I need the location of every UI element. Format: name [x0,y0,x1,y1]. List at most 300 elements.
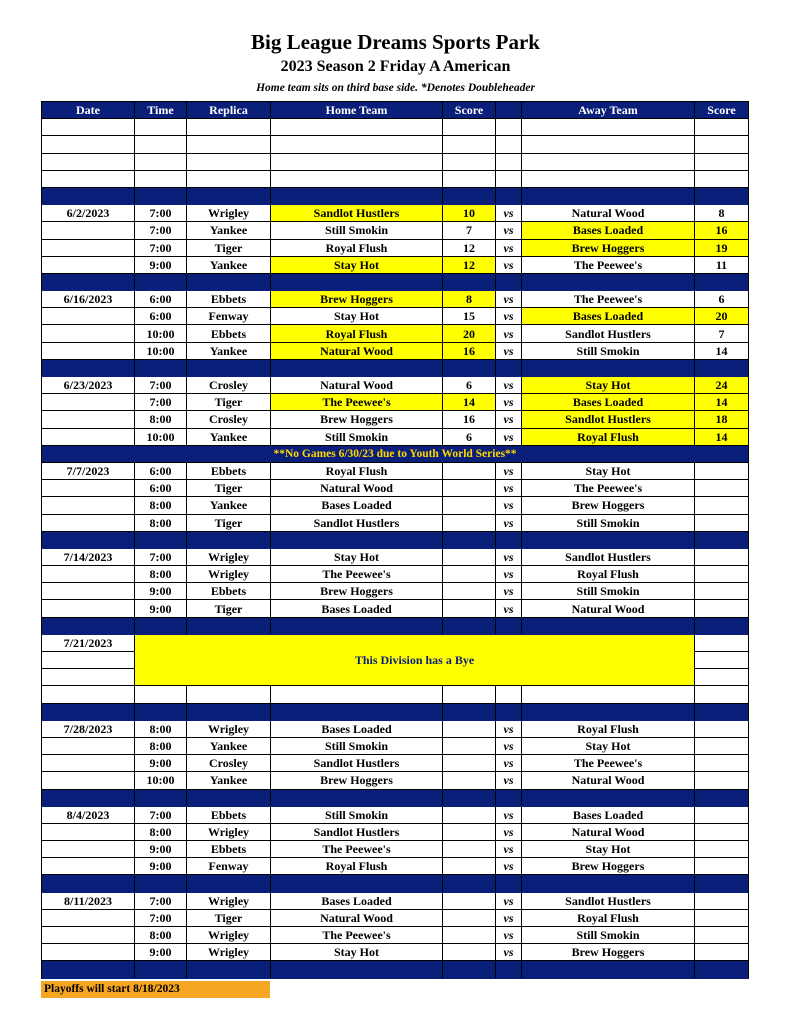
week-date: 6/16/2023 [42,291,135,308]
separator-row [42,789,749,806]
game-time: 7:00 [135,394,187,411]
empty-cell [522,170,695,187]
away-team: Stay Hot [522,737,695,754]
home-score [443,583,496,600]
week-date: 6/23/2023 [42,377,135,394]
game-time: 7:00 [135,377,187,394]
home-team: Stay Hot [271,308,443,325]
home-team: Sandlot Hustlers [271,205,443,222]
vs-label: vs [496,600,522,617]
separator-cell [271,531,443,548]
game-time: 9:00 [135,944,187,961]
vs-label: vs [496,720,522,737]
game-replica: Tiger [187,394,271,411]
home-score [443,772,496,789]
separator-cell [42,273,135,290]
empty-cell [42,136,135,153]
page-title: Big League Dreams Sports Park [251,30,540,54]
home-team: The Peewee's [271,927,443,944]
game-row [42,411,749,428]
separator-row [42,875,749,892]
game-replica: Ebbets [187,583,271,600]
home-team: Brew Hoggers [271,772,443,789]
game-row [42,480,749,497]
empty-cell [42,686,135,703]
away-score: 14 [695,342,749,359]
empty-cell [42,652,135,669]
separator-cell [42,359,135,376]
separator-cell [187,187,271,204]
game-row [42,720,749,737]
game-time: 9:00 [135,256,187,273]
vs-label: vs [496,841,522,858]
away-score [695,462,749,479]
separator-cell [496,359,522,376]
empty-cell [271,153,443,170]
game-row [42,823,749,840]
separator-cell [695,359,749,376]
home-team: Natural Wood [271,909,443,926]
week-date: 7/21/2023 [42,634,135,651]
game-replica: Crosley [187,377,271,394]
home-team: Natural Wood [271,342,443,359]
vs-label: vs [496,909,522,926]
separator-cell [496,875,522,892]
separator-cell [135,961,187,978]
away-team: Brew Hoggers [522,497,695,514]
game-replica: Tiger [187,480,271,497]
game-replica: Yankee [187,222,271,239]
separator-row [42,531,749,548]
away-score: 24 [695,377,749,394]
away-score: 20 [695,308,749,325]
away-team: Natural Wood [522,205,695,222]
empty-cell [496,136,522,153]
header-row [42,102,749,119]
vs-label: vs [496,583,522,600]
empty-cell [443,119,496,136]
empty-cell [695,119,749,136]
column-header: Score [695,102,749,119]
home-team: Stay Hot [271,944,443,961]
separator-cell [135,359,187,376]
home-score [443,927,496,944]
empty-cell [42,566,135,583]
separator-cell [135,617,187,634]
home-team: Bases Loaded [271,497,443,514]
vs-label: vs [496,823,522,840]
away-score [695,497,749,514]
empty-cell [496,153,522,170]
empty-cell [443,153,496,170]
game-row [42,944,749,961]
game-replica: Ebbets [187,806,271,823]
away-team: Stay Hot [522,377,695,394]
empty-cell [42,600,135,617]
home-team: Bases Loaded [271,600,443,617]
empty-cell [695,634,749,651]
game-replica: Yankee [187,342,271,359]
separator-cell [187,875,271,892]
empty-cell [135,686,187,703]
empty-cell [42,772,135,789]
separator-cell [271,273,443,290]
game-row [42,909,749,926]
empty-cell [695,153,749,170]
away-score [695,583,749,600]
home-score [443,909,496,926]
game-replica: Wrigley [187,720,271,737]
separator-cell [271,617,443,634]
home-team: Still Smokin [271,737,443,754]
empty-cell [522,119,695,136]
away-score [695,600,749,617]
game-time: 7:00 [135,222,187,239]
empty-cell [42,239,135,256]
separator-row [42,617,749,634]
separator-cell [695,617,749,634]
game-time: 7:00 [135,205,187,222]
away-team: Royal Flush [522,909,695,926]
empty-cell [42,153,135,170]
separator-cell [443,273,496,290]
home-score [443,755,496,772]
away-score [695,737,749,754]
game-time: 7:00 [135,806,187,823]
week-date: 7/14/2023 [42,548,135,565]
home-team: Sandlot Hustlers [271,514,443,531]
away-score [695,566,749,583]
away-team: The Peewee's [522,256,695,273]
separator-cell [187,789,271,806]
away-score [695,480,749,497]
game-time: 8:00 [135,566,187,583]
away-score [695,858,749,875]
away-team: The Peewee's [522,291,695,308]
home-team: Brew Hoggers [271,583,443,600]
away-team: Sandlot Hustlers [522,892,695,909]
empty-cell [271,686,443,703]
column-header [496,102,522,119]
separator-cell [496,187,522,204]
game-replica: Fenway [187,858,271,875]
empty-cell [42,841,135,858]
game-row [42,222,749,239]
empty-cell [135,119,187,136]
separator-cell [496,703,522,720]
week-date: 6/2/2023 [42,205,135,222]
game-row [42,462,749,479]
separator-cell [443,617,496,634]
game-time: 8:00 [135,514,187,531]
column-header: Home Team [271,102,443,119]
week-date: 8/11/2023 [42,892,135,909]
schedule-table [41,101,749,979]
separator-cell [695,531,749,548]
home-score [443,806,496,823]
empty-cell [42,858,135,875]
home-score: 8 [443,291,496,308]
separator-cell [135,703,187,720]
empty-cell [42,927,135,944]
empty-row [42,153,749,170]
vs-label: vs [496,548,522,565]
game-time: 10:00 [135,428,187,445]
game-replica: Ebbets [187,841,271,858]
away-team: The Peewee's [522,480,695,497]
home-score [443,600,496,617]
home-score [443,841,496,858]
game-time: 9:00 [135,600,187,617]
home-team: Brew Hoggers [271,411,443,428]
playoffs-note: Playoffs will start 8/18/2023 [41,981,270,998]
game-row [42,377,749,394]
home-team: The Peewee's [271,394,443,411]
empty-cell [135,170,187,187]
separator-cell [695,789,749,806]
vs-label: vs [496,806,522,823]
home-team: Natural Wood [271,480,443,497]
home-score: 16 [443,342,496,359]
away-team: Still Smokin [522,514,695,531]
game-row [42,841,749,858]
vs-label: vs [496,308,522,325]
game-time: 8:00 [135,411,187,428]
separator-row [42,703,749,720]
vs-label: vs [496,944,522,961]
game-time: 7:00 [135,909,187,926]
separator-cell [187,273,271,290]
empty-cell [42,669,135,686]
empty-cell [42,497,135,514]
game-replica: Wrigley [187,205,271,222]
separator-cell [522,531,695,548]
column-header: Time [135,102,187,119]
game-time: 8:00 [135,823,187,840]
home-score [443,514,496,531]
separator-cell [271,875,443,892]
empty-cell [522,153,695,170]
game-time: 8:00 [135,497,187,514]
away-score: 14 [695,428,749,445]
column-header: Score [443,102,496,119]
home-team: Bases Loaded [271,720,443,737]
home-team: Sandlot Hustlers [271,755,443,772]
away-score [695,823,749,840]
game-row [42,927,749,944]
game-replica: Tiger [187,600,271,617]
empty-cell [42,325,135,342]
page-note: Home team sits on third base side. *Denotes Doubleheader [256,82,535,94]
separator-cell [496,531,522,548]
vs-label: vs [496,927,522,944]
home-team: Still Smokin [271,806,443,823]
away-team: Still Smokin [522,342,695,359]
game-replica: Wrigley [187,944,271,961]
home-score: 7 [443,222,496,239]
separator-cell [42,961,135,978]
game-replica: Yankee [187,256,271,273]
game-replica: Wrigley [187,566,271,583]
empty-cell [443,686,496,703]
game-row [42,394,749,411]
separator-cell [187,359,271,376]
away-team: Sandlot Hustlers [522,411,695,428]
empty-cell [42,480,135,497]
empty-cell [42,308,135,325]
separator-cell [271,789,443,806]
empty-cell [695,136,749,153]
game-row [42,772,749,789]
empty-cell [695,669,749,686]
bye-banner: This Division has a Bye [135,634,695,686]
separator-cell [522,703,695,720]
separator-cell [695,961,749,978]
empty-cell [496,170,522,187]
away-team: Bases Loaded [522,222,695,239]
away-team: Still Smokin [522,927,695,944]
away-score [695,514,749,531]
home-score: 6 [443,377,496,394]
week-date: 8/4/2023 [42,806,135,823]
column-header: Date [42,102,135,119]
separator-cell [443,531,496,548]
separator-cell [135,531,187,548]
away-team: Stay Hot [522,841,695,858]
vs-label: vs [496,462,522,479]
home-score [443,944,496,961]
separator-cell [135,273,187,290]
separator-cell [496,961,522,978]
separator-cell [522,359,695,376]
vs-label: vs [496,377,522,394]
home-score: 14 [443,394,496,411]
away-score: 14 [695,394,749,411]
separator-cell [496,617,522,634]
empty-cell [42,256,135,273]
game-replica: Yankee [187,772,271,789]
bye-row [42,686,749,703]
game-replica: Yankee [187,497,271,514]
separator-cell [42,617,135,634]
home-team: Stay Hot [271,548,443,565]
empty-cell [187,136,271,153]
vs-label: vs [496,497,522,514]
separator-cell [42,875,135,892]
empty-row [42,119,749,136]
separator-cell [522,875,695,892]
away-team: Sandlot Hustlers [522,548,695,565]
vs-label: vs [496,737,522,754]
separator-cell [522,273,695,290]
separator-cell [135,789,187,806]
empty-cell [42,737,135,754]
bye-row [42,634,749,651]
game-row [42,239,749,256]
away-score: 11 [695,256,749,273]
game-time: 7:00 [135,548,187,565]
home-score: 12 [443,256,496,273]
separator-cell [496,273,522,290]
away-score [695,909,749,926]
empty-cell [271,119,443,136]
empty-cell [135,153,187,170]
game-row [42,548,749,565]
separator-row [42,187,749,204]
game-row [42,325,749,342]
empty-cell [271,170,443,187]
empty-cell [443,170,496,187]
separator-cell [496,789,522,806]
separator-cell [271,961,443,978]
away-team: Bases Loaded [522,308,695,325]
game-row [42,806,749,823]
game-time: 9:00 [135,755,187,772]
home-score: 20 [443,325,496,342]
away-team: Natural Wood [522,600,695,617]
away-team: Royal Flush [522,428,695,445]
away-team: Bases Loaded [522,394,695,411]
home-score: 16 [443,411,496,428]
empty-cell [42,755,135,772]
game-time: 8:00 [135,720,187,737]
home-score [443,720,496,737]
game-replica: Yankee [187,737,271,754]
empty-cell [42,342,135,359]
home-score: 10 [443,205,496,222]
game-row [42,892,749,909]
game-replica: Crosley [187,755,271,772]
away-team: Stay Hot [522,462,695,479]
home-team: Natural Wood [271,377,443,394]
empty-cell [42,394,135,411]
game-row [42,737,749,754]
vs-label: vs [496,772,522,789]
empty-row [42,170,749,187]
separator-cell [443,961,496,978]
vs-label: vs [496,222,522,239]
away-score [695,720,749,737]
vs-label: vs [496,205,522,222]
away-team: Royal Flush [522,566,695,583]
vs-label: vs [496,291,522,308]
separator-cell [443,875,496,892]
home-team: Royal Flush [271,239,443,256]
separator-cell [695,703,749,720]
game-row [42,342,749,359]
game-replica: Wrigley [187,927,271,944]
away-score [695,892,749,909]
away-team: Natural Wood [522,772,695,789]
empty-cell [695,686,749,703]
home-score [443,892,496,909]
away-team: Brew Hoggers [522,858,695,875]
away-score [695,772,749,789]
game-row [42,600,749,617]
home-team: Bases Loaded [271,892,443,909]
empty-cell [42,583,135,600]
away-score: 16 [695,222,749,239]
home-score: 12 [443,239,496,256]
separator-cell [42,789,135,806]
home-team: Stay Hot [271,256,443,273]
game-time: 8:00 [135,737,187,754]
home-score: 15 [443,308,496,325]
game-row [42,308,749,325]
game-row [42,566,749,583]
away-score [695,841,749,858]
away-score [695,806,749,823]
